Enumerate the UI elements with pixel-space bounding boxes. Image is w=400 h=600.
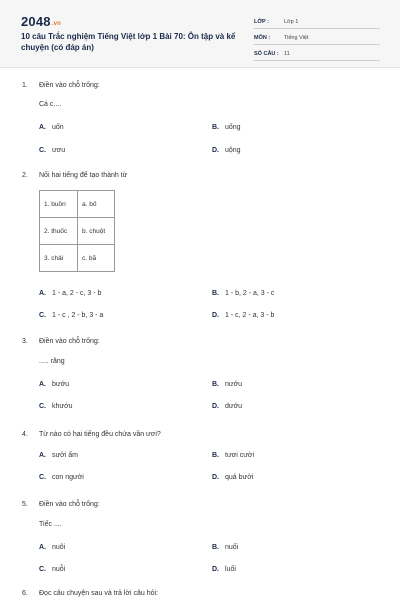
question-3-option-b[interactable]: B. nướu <box>212 381 243 388</box>
question-3-option-c[interactable]: C. khướu <box>39 403 73 410</box>
question-4-option-a[interactable]: A. sưởi ấm <box>39 452 79 459</box>
question-4-option-d[interactable]: D. quả bưởi <box>212 474 254 481</box>
question-2-option-a[interactable]: A. 1 - a, 2 - c, 3 - b <box>39 290 102 297</box>
question-1-option-b[interactable]: B. uống <box>212 124 241 131</box>
question-3-option-a[interactable]: A. bướu <box>39 381 70 388</box>
question-2-option-d[interactable]: D. 1 - c, 2 - a, 3 - b <box>212 312 275 319</box>
question-1-option-d[interactable]: D. uộng <box>212 147 241 154</box>
question-2-option-b[interactable]: B. 1 - b, 2 - a, 3 - c <box>212 290 275 297</box>
table-cell: 1. buồn <box>40 191 78 218</box>
question-2: 2. Nối hai tiếng để tạo thành từ <box>22 172 128 179</box>
question-3-option-d[interactable]: D. dướu <box>212 403 243 410</box>
table-row <box>40 218 115 245</box>
document-title: 10 câu Trắc nghiệm Tiếng Việt lớp 1 Bài 70: Ôn tập và kể chuyện (có đáp án) <box>21 32 236 52</box>
question-5-option-d[interactable]: D. luối <box>212 566 236 573</box>
question-4-option-c[interactable]: C. con người <box>39 474 84 481</box>
question-2-option-c[interactable]: C. 1 - c , 2 - b, 3 - a <box>39 312 104 319</box>
question-5-prompt: Tiếc .... <box>39 521 62 528</box>
table-cell: 2. thuốc <box>40 218 78 245</box>
question-1-prompt: Cá c.... <box>39 101 62 108</box>
question-5: 5. Điền vào chỗ trống: <box>22 501 100 508</box>
question-3: 3. Điền vào chỗ trống: <box>22 338 100 345</box>
meta-question-count: SỐ CÂU : 11 <box>254 48 380 61</box>
table-row <box>40 245 115 272</box>
question-6: 6. Đọc câu chuyện sau và trả lời câu hỏi: <box>22 590 158 597</box>
question-1: 1. Điền vào chỗ trống: <box>22 82 100 89</box>
question-4: 4. Từ nào có hai tiếng đều chứa vần ươi? <box>22 431 161 438</box>
table-cell: b. chuột <box>78 218 115 245</box>
site-logo[interactable]: 2048.vn <box>21 14 62 29</box>
table-cell: c. bã <box>78 245 115 272</box>
question-4-option-b[interactable]: B. tươi cười <box>212 452 255 459</box>
table-cell: a. bố <box>78 191 115 218</box>
matching-table <box>39 190 115 272</box>
question-5-option-c[interactable]: C. nuỗi <box>39 566 66 573</box>
document-header <box>0 0 400 68</box>
question-1-option-c[interactable]: C. ươu <box>39 147 66 154</box>
meta-subject: MÔN : Tiếng Việt <box>254 32 380 45</box>
question-5-option-a[interactable]: A. nuôi <box>39 544 66 551</box>
question-3-prompt: ..... răng <box>39 358 65 365</box>
meta-grade: LỚP : Lớp 1 <box>254 16 380 29</box>
table-row <box>40 191 115 218</box>
meta-info <box>254 16 380 64</box>
question-1-option-a[interactable]: A. uốn <box>39 124 64 131</box>
table-cell: 3. chải <box>40 245 78 272</box>
question-5-option-b[interactable]: B. nuối <box>212 544 239 551</box>
